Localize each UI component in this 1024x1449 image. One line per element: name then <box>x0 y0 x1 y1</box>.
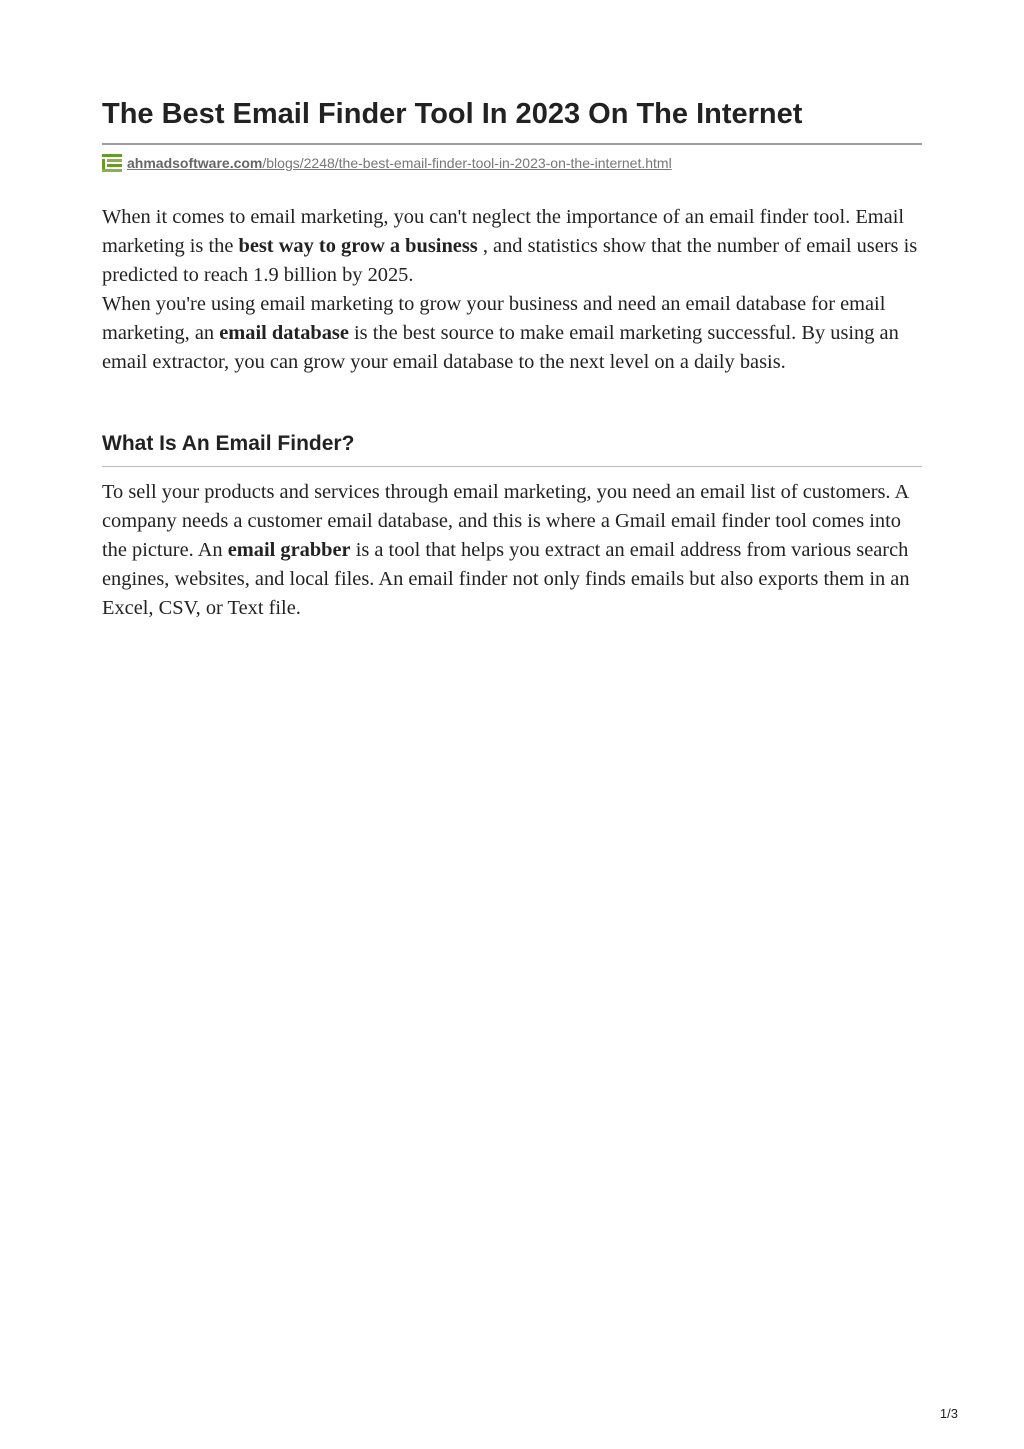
section-divider <box>102 466 922 467</box>
section-paragraph <box>102 478 924 623</box>
intro-p2-text-a: When you're using email marketing to grow your business and need an email database for email marketing, an <box>102 293 886 344</box>
intro-p2-text-b: is the best source to make email marketing successful. By using an email extractor, you can grow your email database to the next level on a daily basis. <box>102 322 899 373</box>
source-domain: ahmadsoftware.com <box>127 155 263 171</box>
intro-paragraph-1 <box>102 203 924 290</box>
intro-p1-text-a: When it comes to email marketing, you can't neglect the importance of an email finder tool. Email marketing is the <box>102 206 905 257</box>
intro-p2-bold: email database <box>219 322 349 344</box>
section-p-text-b: is a tool that helps you extract an email address from various search engines, websites, and local files. An email finder not only finds emails but also exports them in an Excel, CSV, or Text file. <box>102 539 910 619</box>
source-path: /blogs/2248/the-best-email-finder-tool-in-2023-on-the-internet.html <box>262 155 672 171</box>
site-logo-icon <box>102 153 123 173</box>
section-p-text-a: To sell your products and services through email marketing, you need an email list of customers. A company needs a customer email database, and this is where a Gmail email finder tool comes into the picture. An <box>102 481 909 561</box>
intro-p1-text-b: , and statistics show that the number of email users is predicted to reach 1.9 billion by 2025. <box>102 235 918 286</box>
source-line <box>102 153 672 173</box>
section-heading: What Is An Email Finder? <box>102 432 355 455</box>
article-title: The Best Email Finder Tool In 2023 On The Internet <box>102 98 803 130</box>
title-divider <box>102 143 922 145</box>
intro-p1-bold: best way to grow a business <box>238 235 478 257</box>
section-p-bold: email grabber <box>227 539 351 561</box>
page-number: 1/3 <box>939 1406 958 1421</box>
source-link[interactable] <box>127 155 672 171</box>
intro-paragraph-2 <box>102 290 924 377</box>
